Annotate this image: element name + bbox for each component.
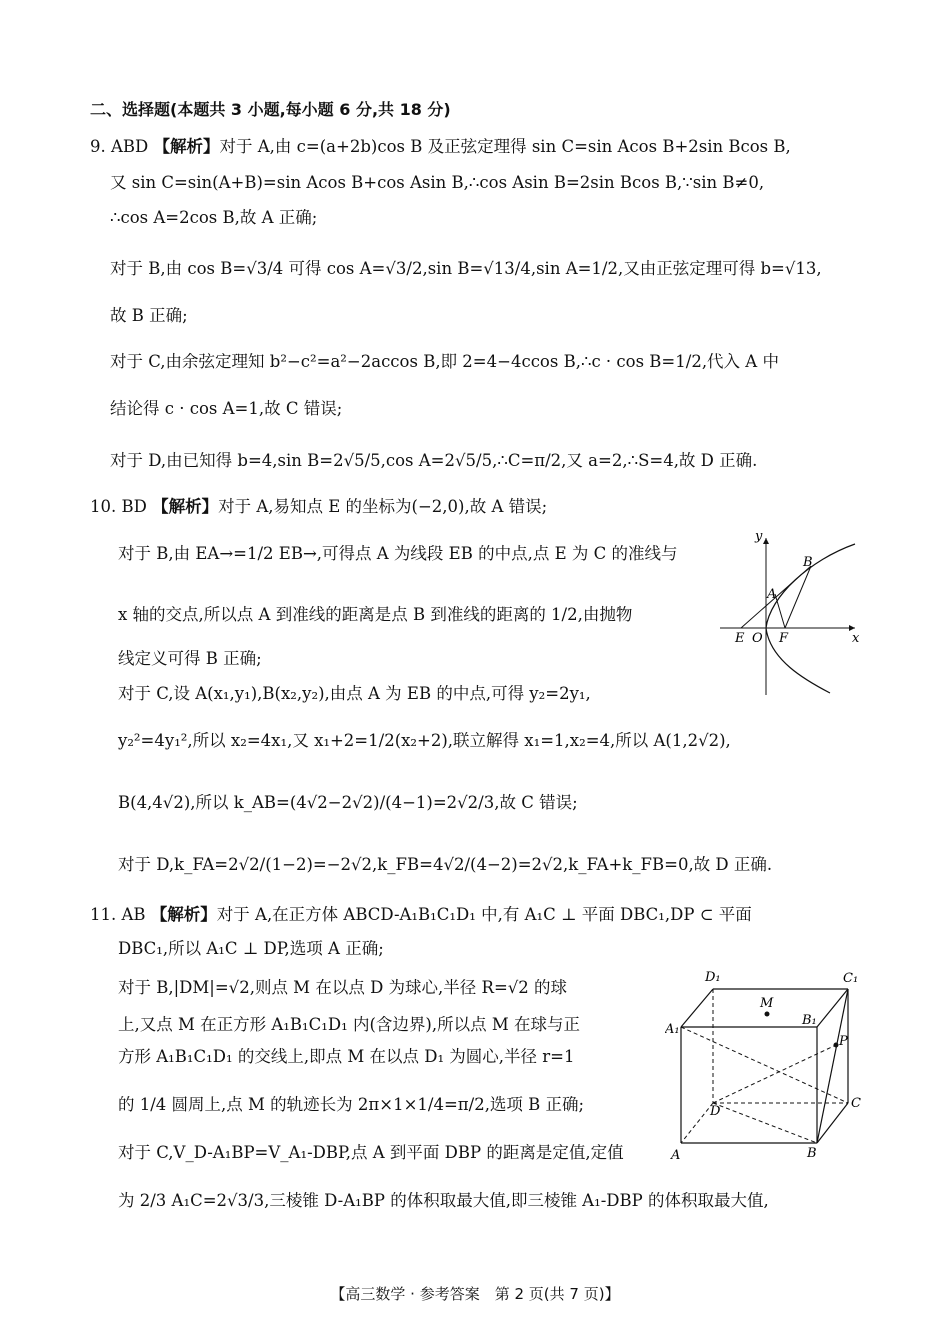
q11-line-5: 的 1/4 圆周上,点 M 的轨迹长为 2π×1×1/4=π/2,选项 B 正确; bbox=[118, 1095, 585, 1114]
parabola-figure bbox=[715, 530, 865, 700]
label-A: A bbox=[767, 587, 777, 602]
label-F: F bbox=[779, 631, 789, 646]
q11-line-6: 对于 C,V_D-A₁BP=V_A₁-DBP,点 A 到平面 DBP 的距离是定值,定值 bbox=[118, 1143, 624, 1162]
diag-DB bbox=[713, 1103, 817, 1143]
q11-line-7: 为 2/3 A₁C=2√3/3,三棱锥 D-A₁BP 的体积取最大值,即三棱锥 A₁-DBP 的体积取最大值, bbox=[118, 1191, 769, 1210]
q11-tag: 【解析】 bbox=[150, 905, 217, 924]
cube-figure bbox=[665, 965, 865, 1165]
q10-tag: 【解析】 bbox=[152, 497, 219, 516]
label-D1: D₁ bbox=[705, 970, 721, 985]
label-A: A bbox=[671, 1148, 681, 1163]
q10-line-7: 对于 D,k_FA=2√2/(1−2)=−2√2,k_FB=4√2/(4−2)=2√2,k_FA+k_FB=0,故 D 正确. bbox=[118, 855, 773, 874]
q10-line-6: B(4,4√2),所以 k_AB=(4√2−2√2)/(4−1)=2√2/3,故 C 错误; bbox=[118, 793, 578, 812]
diag-C1B bbox=[817, 989, 848, 1143]
q11-text-0: 对于 A,在正方体 ABCD-A₁B₁C₁D₁ 中,有 A₁C ⊥ 平面 DBC₁,DP ⊂ 平面 bbox=[216, 905, 752, 924]
edge-DA-hidden bbox=[681, 1103, 713, 1143]
q10-text-0: 对于 A,易知点 E 的坐标为(−2,0),故 A 错误; bbox=[218, 497, 548, 516]
q9-line-1: 又 sin C=sin(A+B)=sin Acos B+cos Asin B,∴cos Asin B=2sin Bcos B,∵sin B≠0, bbox=[110, 173, 765, 192]
q11-line-4: 方形 A₁B₁C₁D₁ 的交线上,即点 M 在以点 D₁ 为圆心,半径 r=1 bbox=[118, 1047, 575, 1066]
q9-line-6: 结论得 c · cos A=1,故 C 错误; bbox=[110, 399, 343, 418]
point-M bbox=[765, 1012, 770, 1017]
q9-line-4: 故 B 正确; bbox=[110, 306, 188, 325]
q9-text-0: 对于 A,由 c=(a+2b)cos B 及正弦定理得 sin C=sin Acos B+2sin Bcos B, bbox=[219, 137, 791, 156]
q10-line-5: y₂²=4y₁²,所以 x₂=4x₁,又 x₁+2=1/2(x₂+2),联立解得 x₁=1,x₂=4,所以 A(1,2√2), bbox=[118, 731, 731, 750]
edge-D1A1 bbox=[681, 989, 713, 1027]
label-E: E bbox=[735, 631, 745, 646]
line-FB bbox=[785, 566, 811, 628]
label-B: B bbox=[807, 1146, 817, 1161]
label-P: P bbox=[839, 1034, 848, 1049]
q9-line-5: 对于 C,由余弦定理知 b²−c²=a²−2accos B,即 2=4−4ccos B,∴c · cos B=1/2,代入 A 中 bbox=[110, 352, 779, 371]
edge-BC bbox=[817, 1103, 848, 1143]
label-M: M bbox=[760, 996, 774, 1011]
section-title: 二、选择题(本题共 3 小题,每小题 6 分,共 18 分) bbox=[90, 100, 451, 119]
label-D: D bbox=[710, 1104, 721, 1119]
q10-line-2: x 轴的交点,所以点 A 到准线的距离是点 B 到准线的距离的 1/2,由抛物 bbox=[118, 605, 633, 624]
q9-line-3: 对于 B,由 cos B=√3/4 可得 cos A=√3/2,sin B=√13/4,sin A=1/2,又由正弦定理可得 b=√13, bbox=[110, 259, 822, 278]
point-P bbox=[834, 1043, 839, 1048]
q10-answer: 10. BD bbox=[90, 497, 147, 516]
label-x: x bbox=[852, 631, 860, 646]
q9-line-0 bbox=[90, 136, 791, 158]
q11-answer: 11. AB bbox=[90, 905, 146, 924]
label-B: B bbox=[803, 555, 813, 570]
q10-line-4: 对于 C,设 A(x₁,y₁),B(x₂,y₂),由点 A 为 EB 的中点,可得 y₂=2y₁, bbox=[118, 684, 591, 703]
label-C1: C₁ bbox=[843, 971, 859, 986]
diag-A1C bbox=[681, 1027, 848, 1103]
q9-tag: 【解析】 bbox=[153, 137, 220, 156]
q9-answer: 9. ABD bbox=[90, 137, 149, 156]
q9-line-7: 对于 D,由已知得 b=4,sin B=2√5/5,cos A=2√5/5,∴C=π/2,又 a=2,∴S=4,故 D 正确. bbox=[110, 451, 758, 470]
q10-line-1: 对于 B,由 EA→=1/2 EB→,可得点 A 为线段 EB 的中点,点 E 为 C 的准线与 bbox=[118, 544, 678, 563]
q11-line-1: DBC₁,所以 A₁C ⊥ DP,选项 A 正确; bbox=[118, 939, 384, 958]
q11-line-2: 对于 B,|DM|=√2,则点 M 在以点 D 为球心,半径 R=√2 的球 bbox=[118, 978, 568, 997]
label-A1: A₁ bbox=[665, 1022, 680, 1037]
label-O: O bbox=[752, 631, 763, 646]
q10-line-3: 线定义可得 B 正确; bbox=[118, 649, 262, 668]
q10-line-0 bbox=[90, 496, 547, 518]
label-y: y bbox=[755, 530, 763, 544]
label-C: C bbox=[851, 1096, 861, 1111]
q11-line-0 bbox=[90, 904, 752, 926]
q9-line-2: ∴cos A=2cos B,故 A 正确; bbox=[110, 208, 318, 227]
y-axis-arrow bbox=[763, 538, 769, 544]
edge-B1C1 bbox=[817, 989, 848, 1027]
page-footer: 【高三数学 · 参考答案 第 2 页(共 7 页)】 bbox=[330, 1285, 620, 1303]
label-B1: B₁ bbox=[802, 1013, 817, 1028]
q11-line-3: 上,又点 M 在正方形 A₁B₁C₁D₁ 内(含边界),所以点 M 在球与正 bbox=[118, 1015, 580, 1034]
line-AF bbox=[775, 594, 785, 628]
